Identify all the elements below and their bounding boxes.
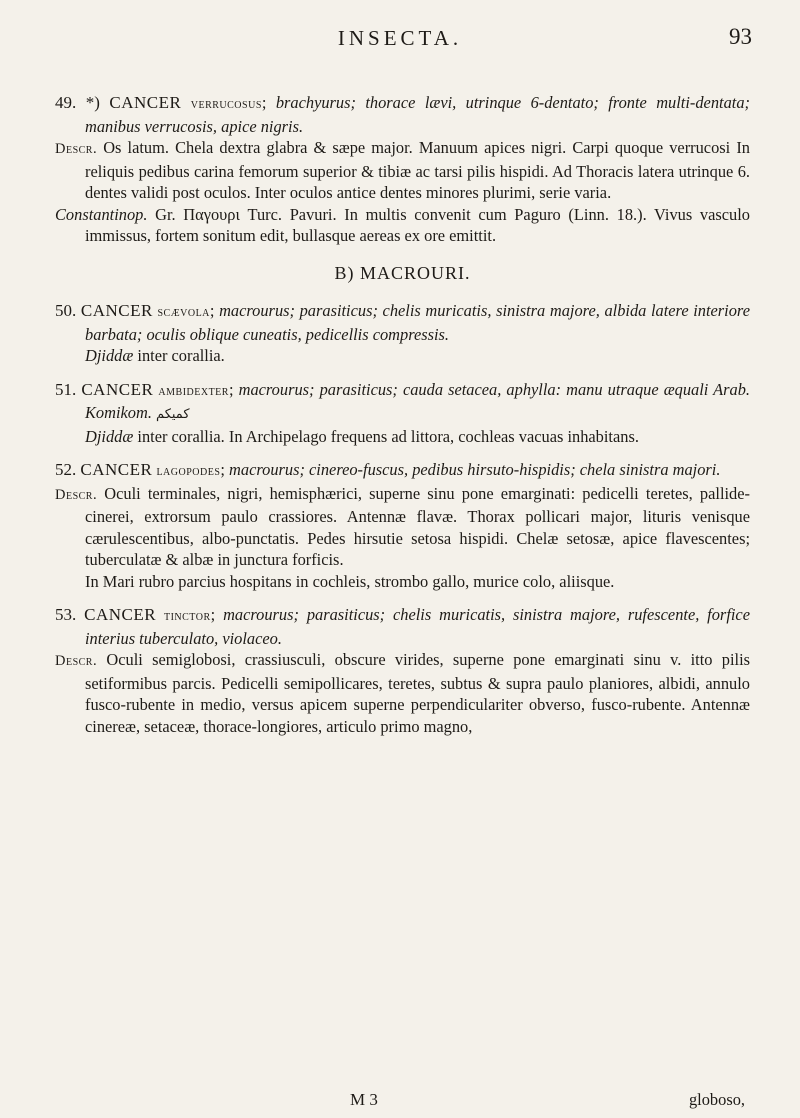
paragraph-label: Djiddæ	[85, 426, 134, 446]
entry-description	[55, 483, 750, 571]
entry-number: 53.	[55, 605, 77, 624]
entry-diagnosis: macrourus; cinereo-fuscus, pedibus hirsuto-hispidis; chela sinistra majori.	[229, 460, 721, 479]
entry-52	[55, 459, 750, 592]
body-text	[55, 92, 750, 749]
paragraph-text: Os latum. Chela dextra glabra & sæpe major. Manuum apices nigri. Carpi quoque verrucosi In reliquis pedibus carina femorum superior & tibiæ ac tarsi pilis hispidi. Ad Thoracis latera utrinque 6. dentes validi post oculos. Inter oculos antice dentes minores plurimi, serie varia.	[85, 138, 750, 202]
paragraph-text: inter corallia. In Archipelago frequens ad littora, cochleas vacuas inhabitans.	[137, 426, 639, 446]
entry-genus: CANCER	[80, 301, 153, 320]
paragraph-label: Descr.	[55, 653, 98, 669]
entry-species: lagopodes	[156, 464, 221, 479]
entry-diagnosis: macrourus; parasiticus; chelis muricatis, sinistra majore, albida latere interiore barbata; oculis oblique cuneatis, pedicellis compressis.	[85, 301, 750, 344]
page-number: 93	[729, 24, 752, 49]
entry-locality	[55, 426, 750, 448]
entry-genus: CANCER	[84, 605, 157, 624]
entry-description	[55, 649, 750, 737]
entry-number: 50.	[55, 301, 77, 320]
entry-species: tinctor	[163, 609, 211, 624]
entry-heading: 49. *) CANCER verrucosus; brachyurus; thorace lævi, utrinque 6-dentato; fronte multi-dentata; manibus verrucosis, apice nigris.	[55, 93, 750, 136]
entry-diagnosis: macrourus; parasiticus; chelis muricatis, sinistra majore, rufescente, forfice interius tuberculato, violaceo.	[85, 605, 750, 648]
entry-genus: CANCER	[81, 379, 154, 399]
entry-locality	[85, 345, 750, 367]
paragraph-label: Djiddæ	[85, 346, 134, 365]
entry-51	[55, 379, 750, 448]
entry-number: 51.	[55, 379, 77, 399]
entry-50	[55, 300, 750, 367]
entry-habitat	[55, 571, 750, 593]
signature-mark: M 3	[350, 1090, 378, 1109]
page-header	[0, 18, 800, 58]
entry-locality	[55, 204, 750, 247]
entry-species: verrucosus	[190, 97, 262, 112]
entry-number: 52.	[55, 460, 77, 479]
entry-heading: 50. CANCER scævola; macrourus; parasiticus; chelis muricatis, sinistra majore, albida latere interiore barbata; oculis oblique cuneatis, pedicellis compressis.	[55, 301, 750, 344]
entry-description	[55, 137, 750, 204]
paragraph-text: Gr. Παγουρι Turc. Pavuri. In multis convenit cum Paguro (Linn. 18.). Vivus vasculo immissus, fortem sonitum edit, bullasque aereas ex ore emittit.	[85, 204, 750, 245]
paragraph-label: Constantinop.	[55, 204, 148, 224]
entry-53	[55, 604, 750, 737]
arabic-name: كميكم	[156, 407, 190, 422]
paragraph-text: Oculi terminales, nigri, hemisphærici, superne sinu pone emarginati: pedicelli teretes, pallide-cinerei, extrorsum paulo crassiores. Antennæ flavæ. Thorax pollicari major, lituris venisque cærulescentibus, albo-punctatis. Pedes hirsutie setosa hispidi. Chelæ setosæ, apice flavescentes; tuberculatæ & albæ in junctura forficis.	[85, 483, 750, 569]
entry-heading: 53. CANCER tinctor; macrourus; parasiticus; chelis muricatis, sinistra majore, rufescente, forfice interius tuberculato, violaceo.	[55, 605, 750, 648]
entry-heading: 52. CANCER lagopodes; macrourus; cinereo-fuscus, pedibus hirsuto-hispidis; chela sinistra majori.	[55, 460, 721, 479]
entry-heading: 51. CANCER ambidexter; macrourus; parasiticus; cauda setacea, aphylla: manu utraque æquali Arab. Komikom. كميكم	[55, 379, 750, 422]
paragraph-text: inter corallia.	[137, 346, 225, 365]
paragraph-text: Oculi semiglobosi, crassiusculi, obscure virides, superne pone emarginati sinu v. itto pilis setiformibus parcis. Pedicelli semipollicares, teretes, subtus & supra paulo planiores, albidi, annulo fusco-rubente in medio, versus apicem superne perpendiculariter obverso, fusco-rubente. Antennæ cinereæ, setaceæ, thorace-longiores, articulo primo magno,	[85, 650, 750, 736]
entry-49	[55, 92, 750, 247]
entry-species: scævola	[157, 305, 210, 320]
entry-diagnosis: macrourus; parasiticus; cauda setacea, aphylla: manu utraque æquali Arab. Komikom.	[85, 379, 750, 422]
entry-number: 49. *)	[55, 93, 100, 112]
catchword: globoso,	[688, 1090, 745, 1109]
running-title: INSECTA.	[337, 26, 463, 50]
entry-diagnosis: brachyurus; thorace lævi, utrinque 6-dentato; fronte multi-dentata; manibus verrucosis, apice nigris.	[85, 93, 750, 136]
paragraph-label: Descr.	[55, 486, 98, 503]
entry-genus: CANCER	[80, 460, 153, 479]
paragraph-text: In Mari rubro parcius hospitans in cochleis, strombo gallo, murice colo, aliisque.	[85, 571, 615, 591]
entry-genus: CANCER	[109, 93, 182, 112]
page-footer	[0, 1090, 800, 1114]
paragraph-label: Descr.	[55, 141, 98, 157]
section-heading: B) MACROURI.	[334, 262, 471, 283]
entry-species: ambidexter	[158, 383, 229, 399]
